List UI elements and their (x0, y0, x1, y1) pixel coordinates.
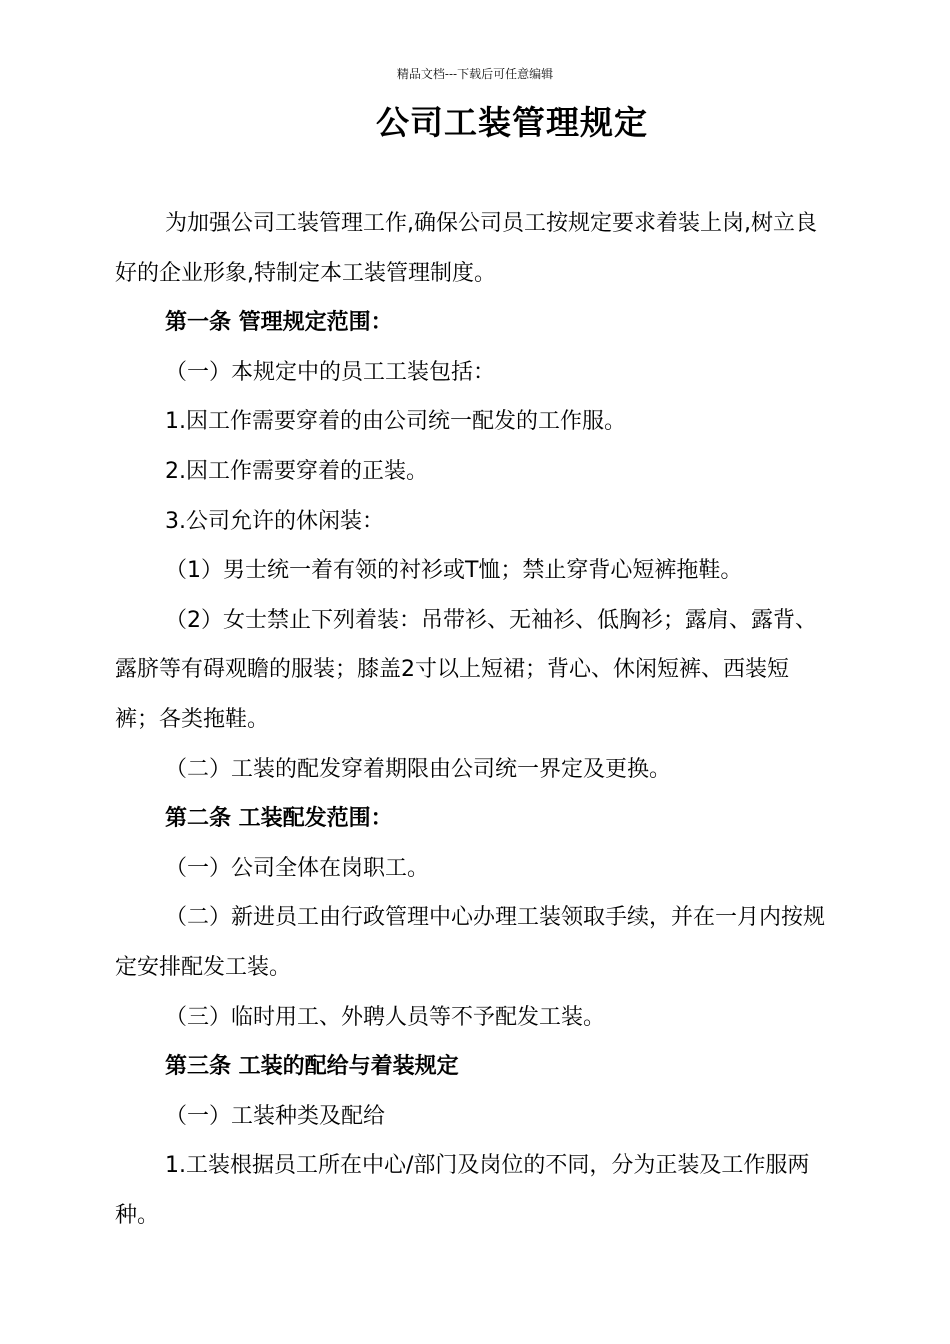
document-title: 公司工装管理规定 (376, 103, 648, 142)
article-3-item-1: 1.工装根据员工所在中心/部门及岗位的不同，分为正装及工作服两种。 (115, 1153, 810, 1228)
article-1-clause-1: （一）本规定中的员工工装包括： (165, 359, 496, 385)
header-note: 精品文档---下载后可任意编辑 (396, 67, 554, 81)
document-body (115, 199, 830, 1240)
article-1-item-3: 3.公司允许的休闲装： (165, 508, 384, 534)
article-1-heading: 第一条 管理规定范围： (165, 310, 393, 336)
article-1-subitem-2: （2）女士禁止下列着装：吊带衫、无袖衫、低胸衫；露肩、露背、露脐等有碍观瞻的服装；膝盖2寸以上短裙；背心、休闲短裤、西装短裤；各类拖鞋。 (115, 607, 817, 732)
article-2-clause-2: （二）新进员工由行政管理中心办理工装领取手续，并在一月内按规定安排配发工装。 (115, 905, 826, 980)
intro-paragraph: 为加强公司工装管理工作,确保公司员工按规定要求着装上岗,树立良好的企业形象,特制定本工装管理制度。 (115, 211, 817, 286)
article-1-item-2: 2.因工作需要穿着的正装。 (165, 458, 428, 484)
article-1-item-1: 1.因工作需要穿着的由公司统一配发的工作服。 (165, 409, 626, 435)
article-1-clause-2: （二）工装的配发穿着期限由公司统一界定及更换。 (165, 756, 672, 782)
article-2-clause-3: （三）临时用工、外聘人员等不予配发工装。 (165, 1004, 606, 1030)
article-1-subitem-1: （1）男士统一着有领的衬衫或T恤；禁止穿背心短裤拖鞋。 (165, 558, 743, 584)
article-3-heading: 第三条 工装的配给与着装规定 (165, 1054, 459, 1080)
article-2-heading: 第二条 工装配发范围： (165, 806, 393, 832)
article-3-clause-1: （一）工装种类及配给 (165, 1103, 386, 1129)
article-2-clause-1: （一）公司全体在岗职工。 (165, 855, 430, 881)
